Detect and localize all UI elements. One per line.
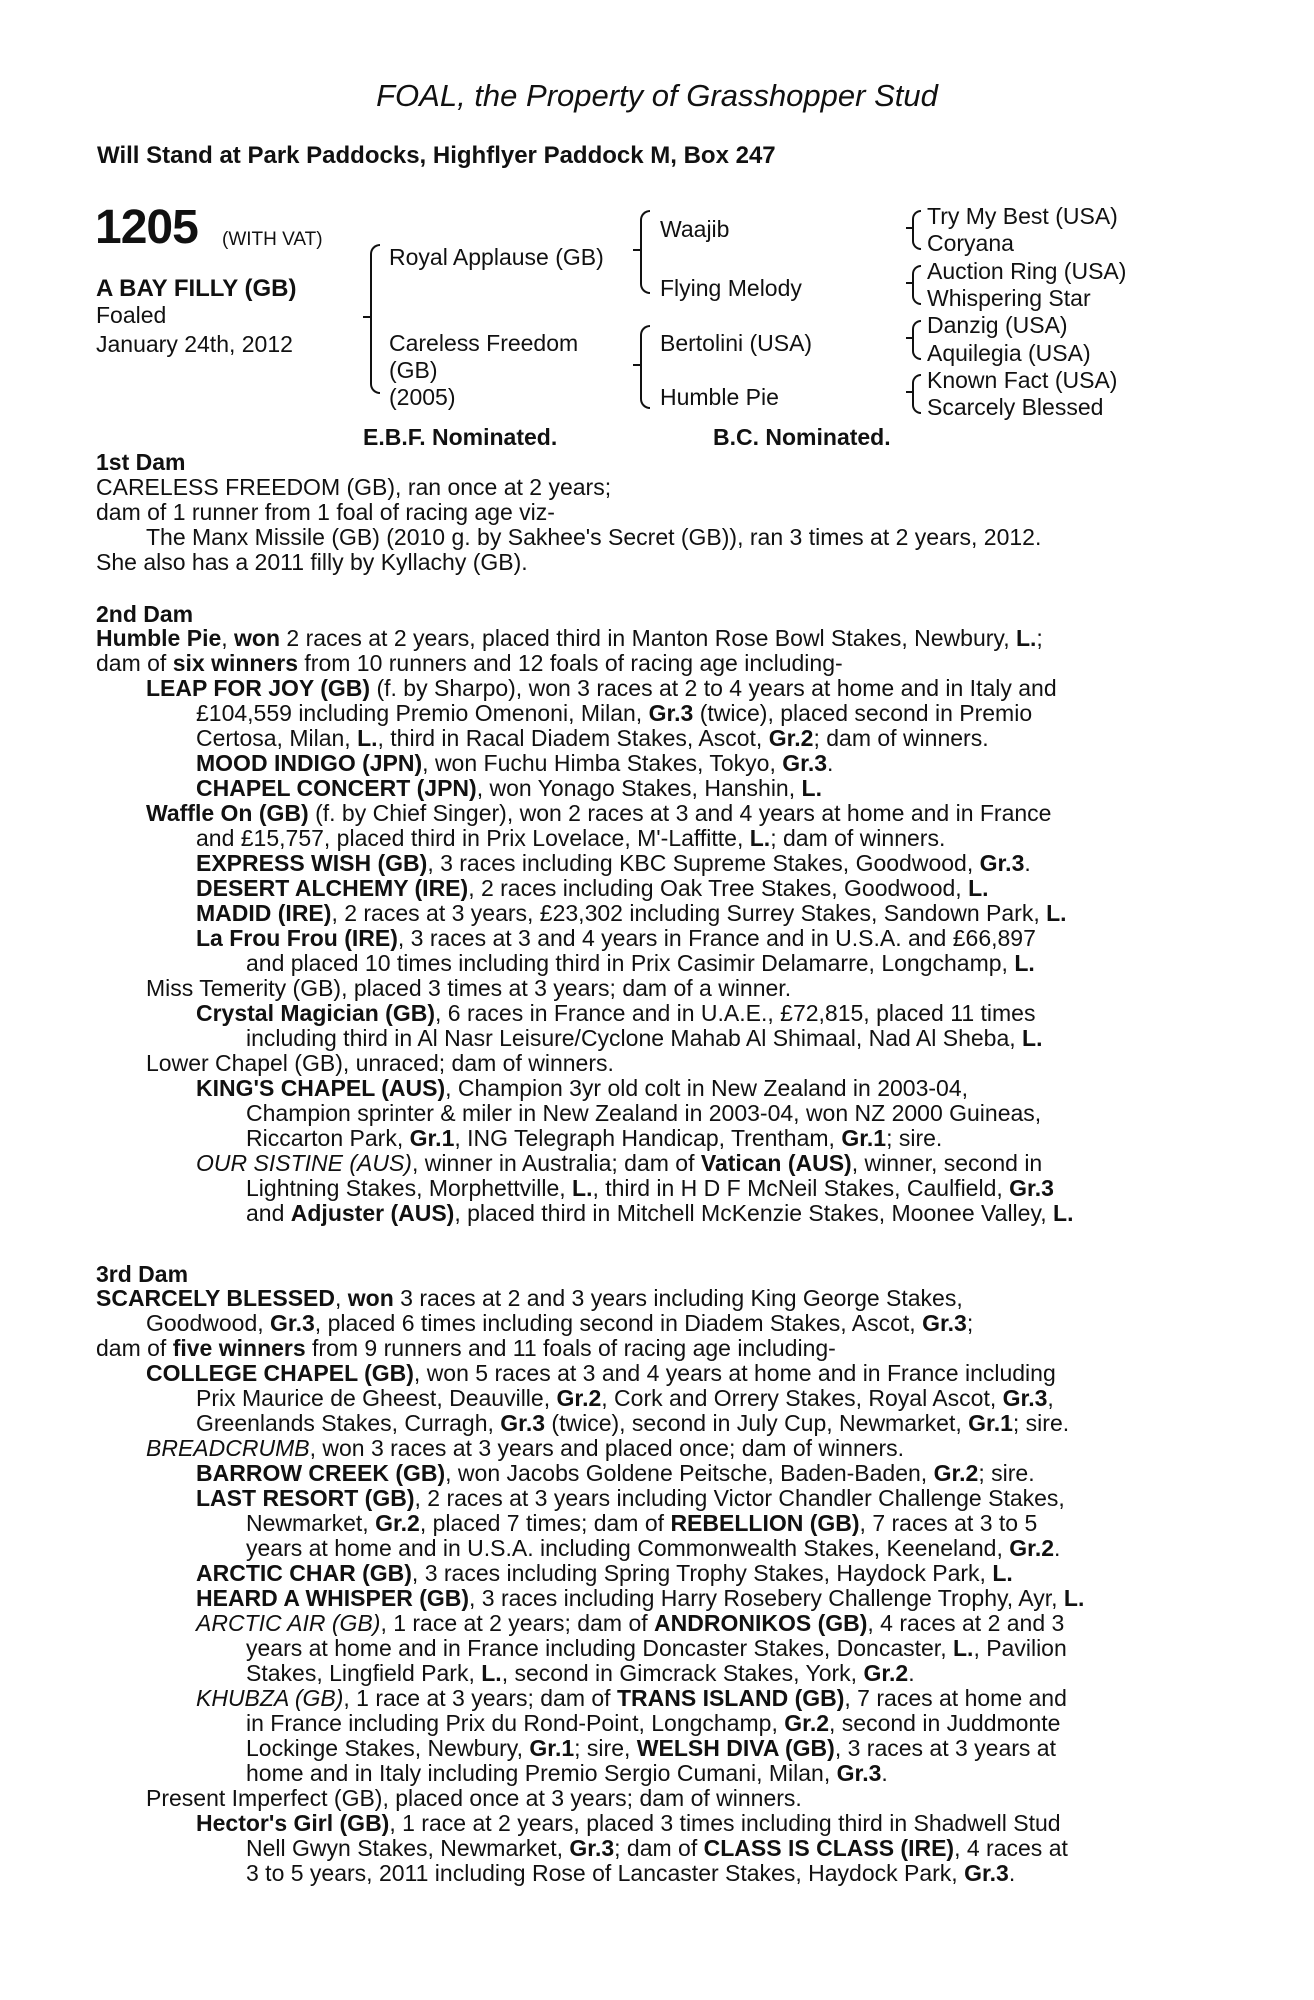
text-run: , second in Gimcrack Stakes, York, <box>501 1660 864 1686</box>
text-run: Gr.2 <box>556 1385 602 1411</box>
text-run: , placed 6 times including second in Diadem Stakes, Ascot, <box>314 1310 923 1336</box>
text-run: HEARD A WHISPER (GB) <box>196 1585 470 1611</box>
text-run: L. <box>992 1560 1013 1586</box>
text-run: Stakes, Lingfield Park, <box>246 1660 482 1686</box>
vat-note: (WITH VAT) <box>222 229 323 250</box>
text-run: (twice), placed second in Premio <box>693 700 1033 726</box>
text-run: Riccarton Park, <box>246 1125 410 1151</box>
text-run: Gr.2 <box>375 1510 420 1536</box>
text-run: . <box>827 750 834 776</box>
third-dam-heading: 3rd Dam <box>96 1261 189 1287</box>
text-run: ; <box>966 1310 974 1336</box>
text-run: , Champion 3yr old colt in New Zealand in 2003-04, <box>445 1075 969 1101</box>
text-run: 3 races at 2 and 3 years including King George Stakes, <box>393 1285 963 1311</box>
second-dam-line <box>146 676 1057 701</box>
third-dam-line <box>96 1336 836 1361</box>
text-run: Newmarket, <box>246 1510 376 1536</box>
text-run: L. <box>1063 1585 1085 1611</box>
text-run: Gr.1 <box>841 1125 887 1151</box>
first-dam-line: She also has a 2011 filly by Kyllachy (GB). <box>96 549 528 575</box>
third-dam-line <box>196 1461 1035 1486</box>
text-run: Lockinge Stakes, Newbury, <box>246 1735 530 1761</box>
second-dam-line <box>96 626 1043 651</box>
third-dam-line <box>146 1436 904 1461</box>
text-run: L. <box>1015 625 1037 651</box>
text-run: 3 to 5 years, 2011 including Rose of Lancaster Stakes, Haydock Park, <box>246 1860 965 1886</box>
text-run: , winner, second in <box>851 1150 1043 1176</box>
text-run: L. <box>481 1660 502 1686</box>
foaled-date: January 24th, 2012 <box>96 331 293 357</box>
text-run: Gr.2 <box>768 725 814 751</box>
third-dam-line <box>196 1561 1013 1586</box>
text-run: Greenlands Stakes, Curragh, <box>196 1410 501 1436</box>
text-run: , won 3 races at 3 years and placed once; dam of winners. <box>309 1435 905 1461</box>
text-run: six winners <box>172 650 298 676</box>
text-run: ANDRONIKOS (GB) <box>654 1610 868 1636</box>
text-run: (f. by Chief Singer), won 2 races at 3 and 4 years at home and in France <box>308 800 1052 826</box>
text-run: Crystal Magician (GB) <box>196 1000 435 1026</box>
horse-name: A BAY FILLY (GB) <box>96 275 297 302</box>
second-dam-line <box>196 826 945 851</box>
pedigree-gen3-6: Aquilegia (USA) <box>927 340 1091 366</box>
text-run: , ING Telegraph Handicap, Trentham, <box>454 1125 842 1151</box>
third-dam-line: Present Imperfect (GB), placed once at 3 years; dam of winners. <box>146 1785 802 1811</box>
text-run: in France including Prix du Rond-Point, Longchamp, <box>246 1710 785 1736</box>
text-run: and £15,757, placed third in Prix Lovelace, M'-Laffitte, <box>196 825 750 851</box>
text-run: Gr.3 <box>1009 1175 1054 1201</box>
text-run: , won 5 races at 3 and 4 years at home and in France including <box>413 1360 1056 1386</box>
second-dam-line <box>196 876 989 901</box>
text-run: MOOD INDIGO (JPN) <box>196 750 423 776</box>
bc-nomination: B.C. Nominated. <box>713 424 891 450</box>
pedigree-brace-dd-point <box>906 391 913 393</box>
text-run: SCARCELY BLESSED <box>96 1285 336 1311</box>
first-dam-line: CARELESS FREEDOM (GB), ran once at 2 years; <box>96 474 612 500</box>
text-run: years at home and in U.S.A. including Commonwealth Stakes, Keeneland, <box>246 1535 1010 1561</box>
text-run: . <box>1054 1535 1061 1561</box>
pedigree-brace-dd <box>912 374 921 414</box>
third-dam-line <box>196 1486 1065 1511</box>
foaled-label: Foaled <box>96 302 167 328</box>
text-run: , 7 races at 3 to 5 <box>859 1510 1038 1536</box>
text-run: five winners <box>172 1335 306 1361</box>
text-run: , 1 race at 3 years; dam of <box>343 1685 617 1711</box>
third-dam-line <box>196 1586 1084 1611</box>
text-run: BARROW CREEK (GB) <box>196 1460 446 1486</box>
text-run: Gr.3 <box>922 1310 967 1336</box>
text-run: MADID (IRE) <box>196 900 332 926</box>
text-run: , 4 races at 2 and 3 <box>867 1610 1065 1636</box>
pedigree-brace-sd-point <box>906 282 913 284</box>
pedigree-brace-sire-point <box>633 249 640 251</box>
third-dam-line <box>246 1861 1015 1886</box>
text-run: La Frou Frou (IRE) <box>196 925 398 951</box>
text-run: , 7 races at home and <box>844 1685 1067 1711</box>
text-run: KHUBZA (GB) <box>196 1685 344 1711</box>
text-run: KING'S CHAPEL (AUS) <box>196 1075 446 1101</box>
second-dam-line <box>246 1201 1074 1226</box>
text-run: , 2 races at 3 years including Victor Chandler Challenge Stakes, <box>414 1485 1065 1511</box>
text-run: DESERT ALCHEMY (IRE) <box>196 875 469 901</box>
text-run: Adjuster (AUS) <box>290 1200 455 1226</box>
text-run: Gr.2 <box>784 1710 830 1736</box>
text-run: , <box>1047 1385 1054 1411</box>
text-run: L. <box>952 1635 974 1661</box>
pedigree-brace-ds-point <box>906 337 913 339</box>
text-run: , won Jacobs Goldene Peitsche, Baden-Baden, <box>445 1460 934 1486</box>
text-run: OUR SISTINE (AUS) <box>196 1150 412 1176</box>
text-run: Gr.2 <box>863 1660 909 1686</box>
text-run: . <box>1024 850 1031 876</box>
text-run: (f. by Sharpo), won 3 races at 2 to 4 years at home and in Italy and <box>370 675 1057 701</box>
third-dam-line <box>196 1386 1054 1411</box>
text-run: , 1 race at 2 years; dam of <box>380 1610 655 1636</box>
text-run: from 10 runners and 12 foals of racing age including- <box>298 650 843 676</box>
text-run: ; dam of <box>614 1835 704 1861</box>
text-run: L. <box>1053 1200 1074 1226</box>
text-run: CHAPEL CONCERT (JPN) <box>196 775 477 801</box>
text-run: Gr.2 <box>1009 1535 1055 1561</box>
text-run: , 1 race at 2 years, placed 3 times including third in Shadwell Stud <box>389 1810 1061 1836</box>
text-run: Certosa, Milan, <box>196 725 358 751</box>
text-run: Hector's Girl (GB) <box>196 1810 390 1836</box>
text-run: , winner in Australia; dam of <box>411 1150 701 1176</box>
text-run: L. <box>572 1175 593 1201</box>
text-run: WELSH DIVA (GB) <box>636 1735 835 1761</box>
text-run: Waffle On (GB) <box>146 800 309 826</box>
second-dam-line <box>196 851 1031 876</box>
text-run: , third in Racal Diadem Stakes, Ascot, <box>377 725 769 751</box>
text-run: , 3 races including Spring Trophy Stakes, Haydock Park, <box>411 1560 993 1586</box>
text-run: Gr.1 <box>529 1735 575 1761</box>
text-run: , Pavilion <box>973 1635 1067 1661</box>
pedigree-gen3-8: Scarcely Blessed <box>927 394 1104 420</box>
text-run: from 9 runners and 11 foals of racing age including- <box>305 1335 836 1361</box>
pedigree-brace-ds <box>912 320 921 360</box>
pedigree-dam-year: (2005) <box>389 384 456 410</box>
third-dam-line <box>96 1286 963 1311</box>
second-dam-line <box>246 1026 1043 1051</box>
text-run: , 3 races at 3 and 4 years in France and in U.S.A. and £66,897 <box>397 925 1036 951</box>
third-dam-line <box>196 1811 1061 1836</box>
text-run: Gr.3 <box>270 1310 315 1336</box>
text-run: , 3 races at 3 years at <box>834 1735 1056 1761</box>
third-dam-line <box>246 1736 1056 1761</box>
text-run: , 6 races in France and in U.A.E., £72,815, placed 11 times <box>435 1000 1036 1026</box>
second-dam-line <box>196 1151 1042 1176</box>
text-run: ARCTIC CHAR (GB) <box>196 1560 412 1586</box>
text-run: won <box>234 625 281 651</box>
second-dam-heading: 2nd Dam <box>96 601 194 627</box>
stand-location: Will Stand at Park Paddocks, Highflyer Paddock M, Box 247 <box>97 142 776 169</box>
text-run: £104,559 including Premio Omenoni, Milan, <box>196 700 649 726</box>
second-dam-line: Champion sprinter & miler in New Zealand in 2003-04, won NZ 2000 Guineas, <box>246 1100 1042 1126</box>
text-run: won <box>347 1285 394 1311</box>
text-run: ARCTIC AIR (GB) <box>196 1610 381 1636</box>
second-dam-line <box>196 726 989 751</box>
text-run: REBELLION (GB) <box>670 1510 860 1536</box>
second-dam-line <box>246 951 1035 976</box>
third-dam-line <box>246 1511 1037 1536</box>
text-run: Nell Gwyn Stakes, Newmarket, <box>246 1835 570 1861</box>
text-run: Gr.1 <box>409 1125 455 1151</box>
second-dam-line <box>196 1001 1035 1026</box>
text-run: L. <box>357 725 378 751</box>
text-run: , Cork and Orrery Stakes, Royal Ascot, <box>601 1385 1003 1411</box>
pedigree-brace-ss <box>912 210 921 250</box>
text-run: Gr.3 <box>979 850 1025 876</box>
third-dam-line <box>246 1536 1060 1561</box>
text-run: , won Fuchu Himba Stakes, Tokyo, <box>422 750 783 776</box>
third-dam-line <box>246 1661 915 1686</box>
text-run: , 3 races including Harry Rosebery Challenge Trophy, Ayr, <box>469 1585 1064 1611</box>
text-run: Lightning Stakes, Morphettville, <box>246 1175 573 1201</box>
pedigree-dam: Careless Freedom <box>389 330 579 356</box>
second-dam-line <box>196 1076 968 1101</box>
text-run: CLASS IS CLASS (IRE) <box>703 1835 955 1861</box>
second-dam-line <box>196 701 1032 726</box>
text-run: , <box>221 625 235 651</box>
text-run: years at home and in France including Doncaster Stakes, Doncaster, <box>246 1635 953 1661</box>
text-run: , won Yonago Stakes, Hanshin, <box>476 775 802 801</box>
text-run: , placed 7 times; dam of <box>419 1510 671 1536</box>
text-run: . <box>908 1660 915 1686</box>
text-run: Gr.3 <box>964 1860 1009 1886</box>
pedigree-brace-sire <box>640 210 650 294</box>
text-run: Gr.2 <box>933 1460 979 1486</box>
pedigree-brace-sd <box>912 265 921 305</box>
text-run: L. <box>968 875 989 901</box>
text-run: BREADCRUMB <box>146 1435 310 1461</box>
text-run: Gr.3 <box>782 750 828 776</box>
text-run: home and in Italy including Premio Sergio Cumani, Milan, <box>246 1760 837 1786</box>
text-run: L. <box>801 775 822 801</box>
text-run: ; dam of winners. <box>770 825 946 851</box>
text-run: ; sire. <box>978 1460 1035 1486</box>
second-dam-line <box>196 926 1036 951</box>
pedigree-sire-sire: Waajib <box>660 216 730 242</box>
text-run: , 2 races at 3 years, £23,302 including Surrey Stakes, Sandown Park, <box>331 900 1047 926</box>
second-dam-line <box>146 801 1051 826</box>
third-dam-line <box>246 1761 888 1786</box>
pedigree-gen3-1: Try My Best (USA) <box>927 203 1118 229</box>
third-dam-line <box>146 1361 1056 1386</box>
text-run: . <box>881 1760 888 1786</box>
page-title: FOAL, the Property of Grasshopper Stud <box>376 78 938 113</box>
pedigree-sire: Royal Applause (GB) <box>389 244 604 270</box>
text-run: ; sire, <box>574 1735 637 1761</box>
second-dam-line <box>196 751 833 776</box>
text-run: Gr.1 <box>968 1410 1013 1436</box>
text-run: and <box>246 1200 291 1226</box>
text-run: ; sire. <box>1012 1410 1070 1436</box>
third-dam-line <box>246 1636 1067 1661</box>
text-run: , 3 races including KBC Supreme Stakes, Goodwood, <box>427 850 980 876</box>
first-dam-line: The Manx Missile (GB) (2010 g. by Sakhee's Secret (GB)), ran 3 times at 2 years, 2012. <box>146 524 1042 550</box>
third-dam-line <box>196 1686 1067 1711</box>
text-run: LAST RESORT (GB) <box>196 1485 415 1511</box>
second-dam-line <box>246 1176 1054 1201</box>
third-dam-line <box>246 1711 1060 1736</box>
lot-number: 1205 <box>95 201 198 254</box>
text-run: L. <box>1046 900 1067 926</box>
text-run: dam of <box>96 1335 173 1361</box>
pedigree-brace-main <box>370 244 380 394</box>
pedigree-brace-main-point <box>363 316 370 318</box>
text-run: (twice), second in July Cup, Newmarket, <box>545 1410 969 1436</box>
pedigree-dam-dam: Humble Pie <box>660 384 779 410</box>
pedigree-brace-ss-point <box>906 227 913 229</box>
text-run: TRANS ISLAND (GB) <box>616 1685 845 1711</box>
text-run: ; dam of winners. <box>813 725 989 751</box>
text-run: Gr.3 <box>836 1760 882 1786</box>
text-run: L. <box>1022 1025 1043 1051</box>
text-run: Goodwood, <box>146 1310 271 1336</box>
ebf-nomination: E.B.F. Nominated. <box>363 424 558 450</box>
first-dam-heading: 1st Dam <box>96 449 186 475</box>
text-run: , <box>335 1285 348 1311</box>
pedigree-brace-dam-point <box>633 364 640 366</box>
text-run: EXPRESS WISH (GB) <box>196 850 428 876</box>
text-run: ; <box>1036 625 1043 651</box>
pedigree-gen3-2: Coryana <box>927 230 1014 256</box>
text-run: Gr.3 <box>648 700 694 726</box>
second-dam-line: Miss Temerity (GB), placed 3 times at 3 years; dam of a winner. <box>146 975 792 1001</box>
text-run: Gr.3 <box>569 1835 615 1861</box>
text-run: Prix Maurice de Gheest, Deauville, <box>196 1385 557 1411</box>
text-run: , 2 races including Oak Tree Stakes, Goodwood, <box>468 875 969 901</box>
text-run: Humble Pie <box>96 625 222 651</box>
pedigree-gen3-3: Auction Ring (USA) <box>927 258 1127 284</box>
text-run: , placed third in Mitchell McKenzie Stakes, Moonee Valley, <box>454 1200 1054 1226</box>
text-run: COLLEGE CHAPEL (GB) <box>146 1360 414 1386</box>
second-dam-line <box>196 776 822 801</box>
text-run: Gr.3 <box>500 1410 546 1436</box>
pedigree-gen3-4: Whispering Star <box>927 285 1091 311</box>
text-run: and placed 10 times including third in Prix Casimir Delamarre, Longchamp, <box>246 950 1015 976</box>
second-dam-line: Lower Chapel (GB), unraced; dam of winners. <box>146 1050 614 1076</box>
text-run: 2 races at 2 years, placed third in Manton Rose Bowl Stakes, Newbury, <box>280 625 1016 651</box>
text-run: including third in Al Nasr Leisure/Cyclone Mahab Al Shimaal, Nad Al Sheba, <box>246 1025 1023 1051</box>
text-run: ; sire. <box>886 1125 943 1151</box>
second-dam-line <box>196 901 1067 926</box>
second-dam-line <box>246 1126 942 1151</box>
second-dam-line <box>96 651 843 676</box>
text-run: . <box>1008 1860 1016 1886</box>
text-run: Vatican (AUS) <box>700 1150 852 1176</box>
third-dam-line <box>196 1611 1064 1636</box>
pedigree-brace-dam <box>640 325 650 409</box>
text-run: , third in H D F McNeil Stakes, Caulfield, <box>592 1175 1010 1201</box>
text-run: LEAP FOR JOY (GB) <box>146 675 371 701</box>
pedigree-dam-origin: (GB) <box>389 357 438 383</box>
third-dam-line <box>196 1411 1069 1436</box>
text-run: , second in Juddmonte <box>829 1710 1061 1736</box>
third-dam-line <box>246 1836 1068 1861</box>
pedigree-gen3-7: Known Fact (USA) <box>927 367 1118 393</box>
text-run: L. <box>749 825 771 851</box>
pedigree-gen3-5: Danzig (USA) <box>927 312 1068 338</box>
text-run: , 4 races at <box>954 1835 1068 1861</box>
text-run: L. <box>1014 950 1035 976</box>
first-dam-line: dam of 1 runner from 1 foal of racing age viz- <box>96 499 555 525</box>
text-run: Gr.3 <box>1002 1385 1048 1411</box>
pedigree-dam-sire: Bertolini (USA) <box>660 330 813 356</box>
pedigree-sire-dam: Flying Melody <box>660 275 802 301</box>
third-dam-line <box>146 1311 973 1336</box>
text-run: dam of <box>96 650 173 676</box>
